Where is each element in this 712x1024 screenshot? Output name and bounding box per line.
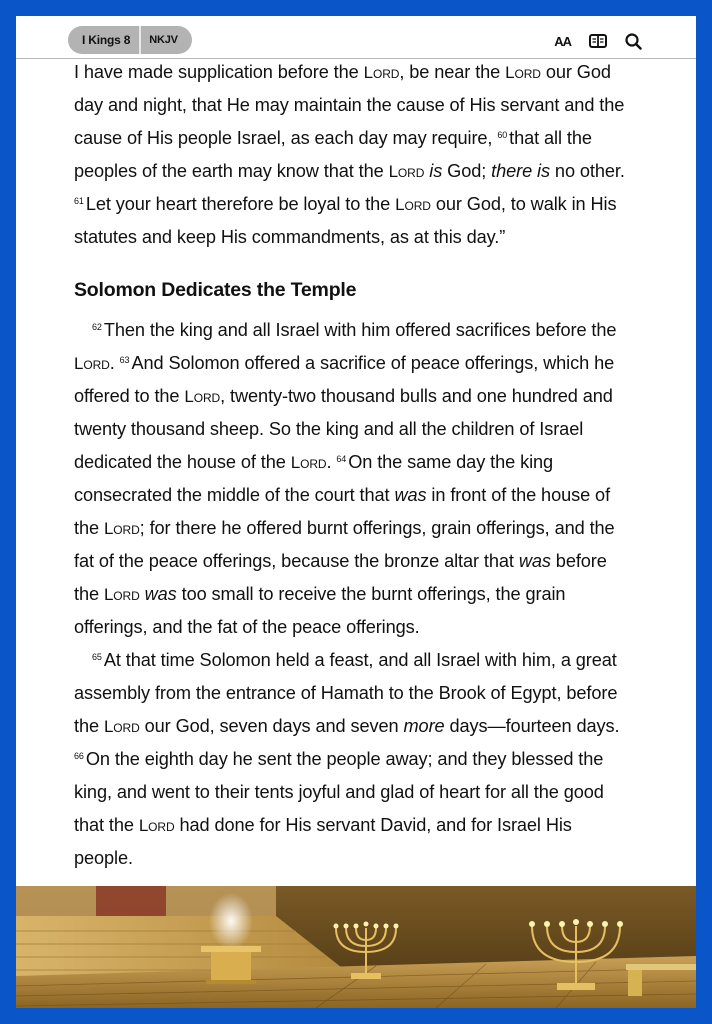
lord-smallcaps: Lord [290, 453, 327, 472]
text: , twenty-two thousand bulls and one hundred and [220, 386, 613, 406]
lord-smallcaps: Lord [363, 63, 400, 82]
text-line [74, 512, 664, 545]
temple-scene-image [16, 886, 696, 1008]
verse-number[interactable]: 65 [92, 652, 102, 662]
incense-smoke [209, 893, 253, 949]
text-line [74, 155, 664, 188]
passage-text [74, 56, 664, 875]
text-line: twenty thousand sheep. So the king and all the children of Israel [74, 419, 584, 439]
font-size-icon[interactable]: AA [554, 33, 571, 49]
showbread-table [626, 964, 696, 970]
text: On the eighth day he sent the people away; and they blessed the [85, 749, 604, 769]
italic-text: is [429, 161, 443, 181]
text: fat of the peace offerings, because the bronze altar that [74, 551, 519, 571]
text: too small to receive the burnt offerings, the grain [176, 584, 566, 604]
text: Let your heart therefore be loyal to the [85, 194, 396, 214]
text-line [74, 743, 664, 776]
text: had done for His servant David, and for Israel His [174, 815, 572, 835]
text-line [74, 578, 664, 611]
section-heading: Solomon Dedicates the Temple [74, 279, 357, 301]
text: the [74, 584, 104, 604]
text-line [74, 809, 664, 842]
lord-smallcaps: Lord [74, 354, 110, 373]
text: dedicated the house of the [74, 452, 291, 472]
text-line: statutes and keep His commandments, as at this day.” [74, 227, 506, 247]
text-line: people. [74, 848, 133, 868]
lord-smallcaps: Lord [184, 387, 221, 406]
text-line [74, 380, 664, 413]
text: our God, seven days and seven [139, 716, 404, 736]
lord-smallcaps: Lord [138, 816, 175, 835]
text: Then the king and all Israel with him offered sacrifices before the [103, 320, 617, 340]
version-button[interactable]: NKJV [149, 34, 178, 46]
text: offered to the [74, 386, 185, 406]
text: our God, to walk in His [430, 194, 617, 214]
verse-number[interactable]: 61 [74, 196, 84, 206]
lord-smallcaps: Lord [103, 717, 140, 736]
text: God; [442, 161, 492, 181]
search-icon[interactable] [625, 33, 642, 50]
reader-screen [16, 16, 696, 1008]
lord-smallcaps: Lord [103, 519, 140, 538]
text-line [74, 314, 664, 347]
parallel-view-icon[interactable] [589, 34, 607, 48]
text: the [74, 518, 104, 538]
text: that the [74, 815, 139, 835]
text-line [74, 122, 664, 155]
curtain [96, 886, 166, 916]
text: consecrated the middle of the court that [74, 485, 395, 505]
text: On the same day the king [348, 452, 554, 472]
text-line [74, 56, 664, 89]
verse-number[interactable]: 64 [336, 454, 347, 464]
verse-number[interactable]: 66 [74, 751, 84, 761]
text-line: king, and went to their tents joyful and glad of heart for all the good [74, 782, 604, 802]
text: , be near the [399, 62, 506, 82]
toolbar-actions [554, 30, 642, 52]
italic-text: was [144, 584, 177, 604]
text-line: offerings, and the fat of the peace offerings. [74, 617, 420, 637]
lord-smallcaps: Lord [388, 162, 425, 181]
altar-top [201, 946, 261, 952]
passage-selector [68, 26, 192, 54]
verse-number[interactable]: 62 [92, 322, 102, 332]
text: in front of the house of [426, 485, 611, 505]
italic-text: there is [491, 161, 550, 181]
text: ; for there he offered burnt offerings, grain offerings, and the [139, 518, 615, 538]
paragraph [74, 314, 664, 644]
text: At that time Solomon held a feast, and all Israel with him, a great [103, 650, 617, 670]
text: cause of His people Israel, as each day may require, [74, 128, 498, 148]
italic-text: more [403, 716, 445, 736]
paragraph [74, 644, 664, 875]
text: the [74, 716, 104, 736]
text-line [74, 188, 664, 221]
verse-number[interactable]: 60 [497, 130, 508, 140]
incense-altar [211, 952, 251, 980]
text-line [74, 545, 664, 578]
lord-smallcaps: Lord [103, 585, 140, 604]
text: . [109, 353, 120, 373]
text-line: assembly from the entrance of Hamath to the Brook of Egypt, before [74, 683, 618, 703]
text: days—fourteen days. [444, 716, 620, 736]
text-line [74, 347, 664, 380]
paragraph [74, 56, 664, 254]
text: peoples of the earth may know that the [74, 161, 389, 181]
text: And Solomon offered a sacrifice of peace offerings, which he [131, 353, 615, 373]
text-line [74, 644, 664, 677]
text-line [74, 710, 664, 743]
temple-illustration [16, 886, 696, 1008]
text: no other. [549, 161, 625, 181]
top-toolbar [16, 16, 696, 59]
text: I have made supplication before the [74, 62, 364, 82]
italic-text: was [518, 551, 551, 571]
book-chapter-button[interactable]: I Kings 8 [68, 26, 141, 54]
text-line: day and night, that He may maintain the cause of His servant and the [74, 95, 625, 115]
lord-smallcaps: Lord [505, 63, 541, 82]
text-line [74, 479, 664, 512]
text-line [74, 446, 664, 479]
text: before [550, 551, 607, 571]
italic-text: was [394, 485, 427, 505]
text: . [326, 452, 337, 472]
text: our God [540, 62, 611, 82]
lord-smallcaps: Lord [395, 195, 431, 214]
verse-number[interactable]: 63 [119, 355, 130, 365]
text: that all the [509, 128, 592, 148]
